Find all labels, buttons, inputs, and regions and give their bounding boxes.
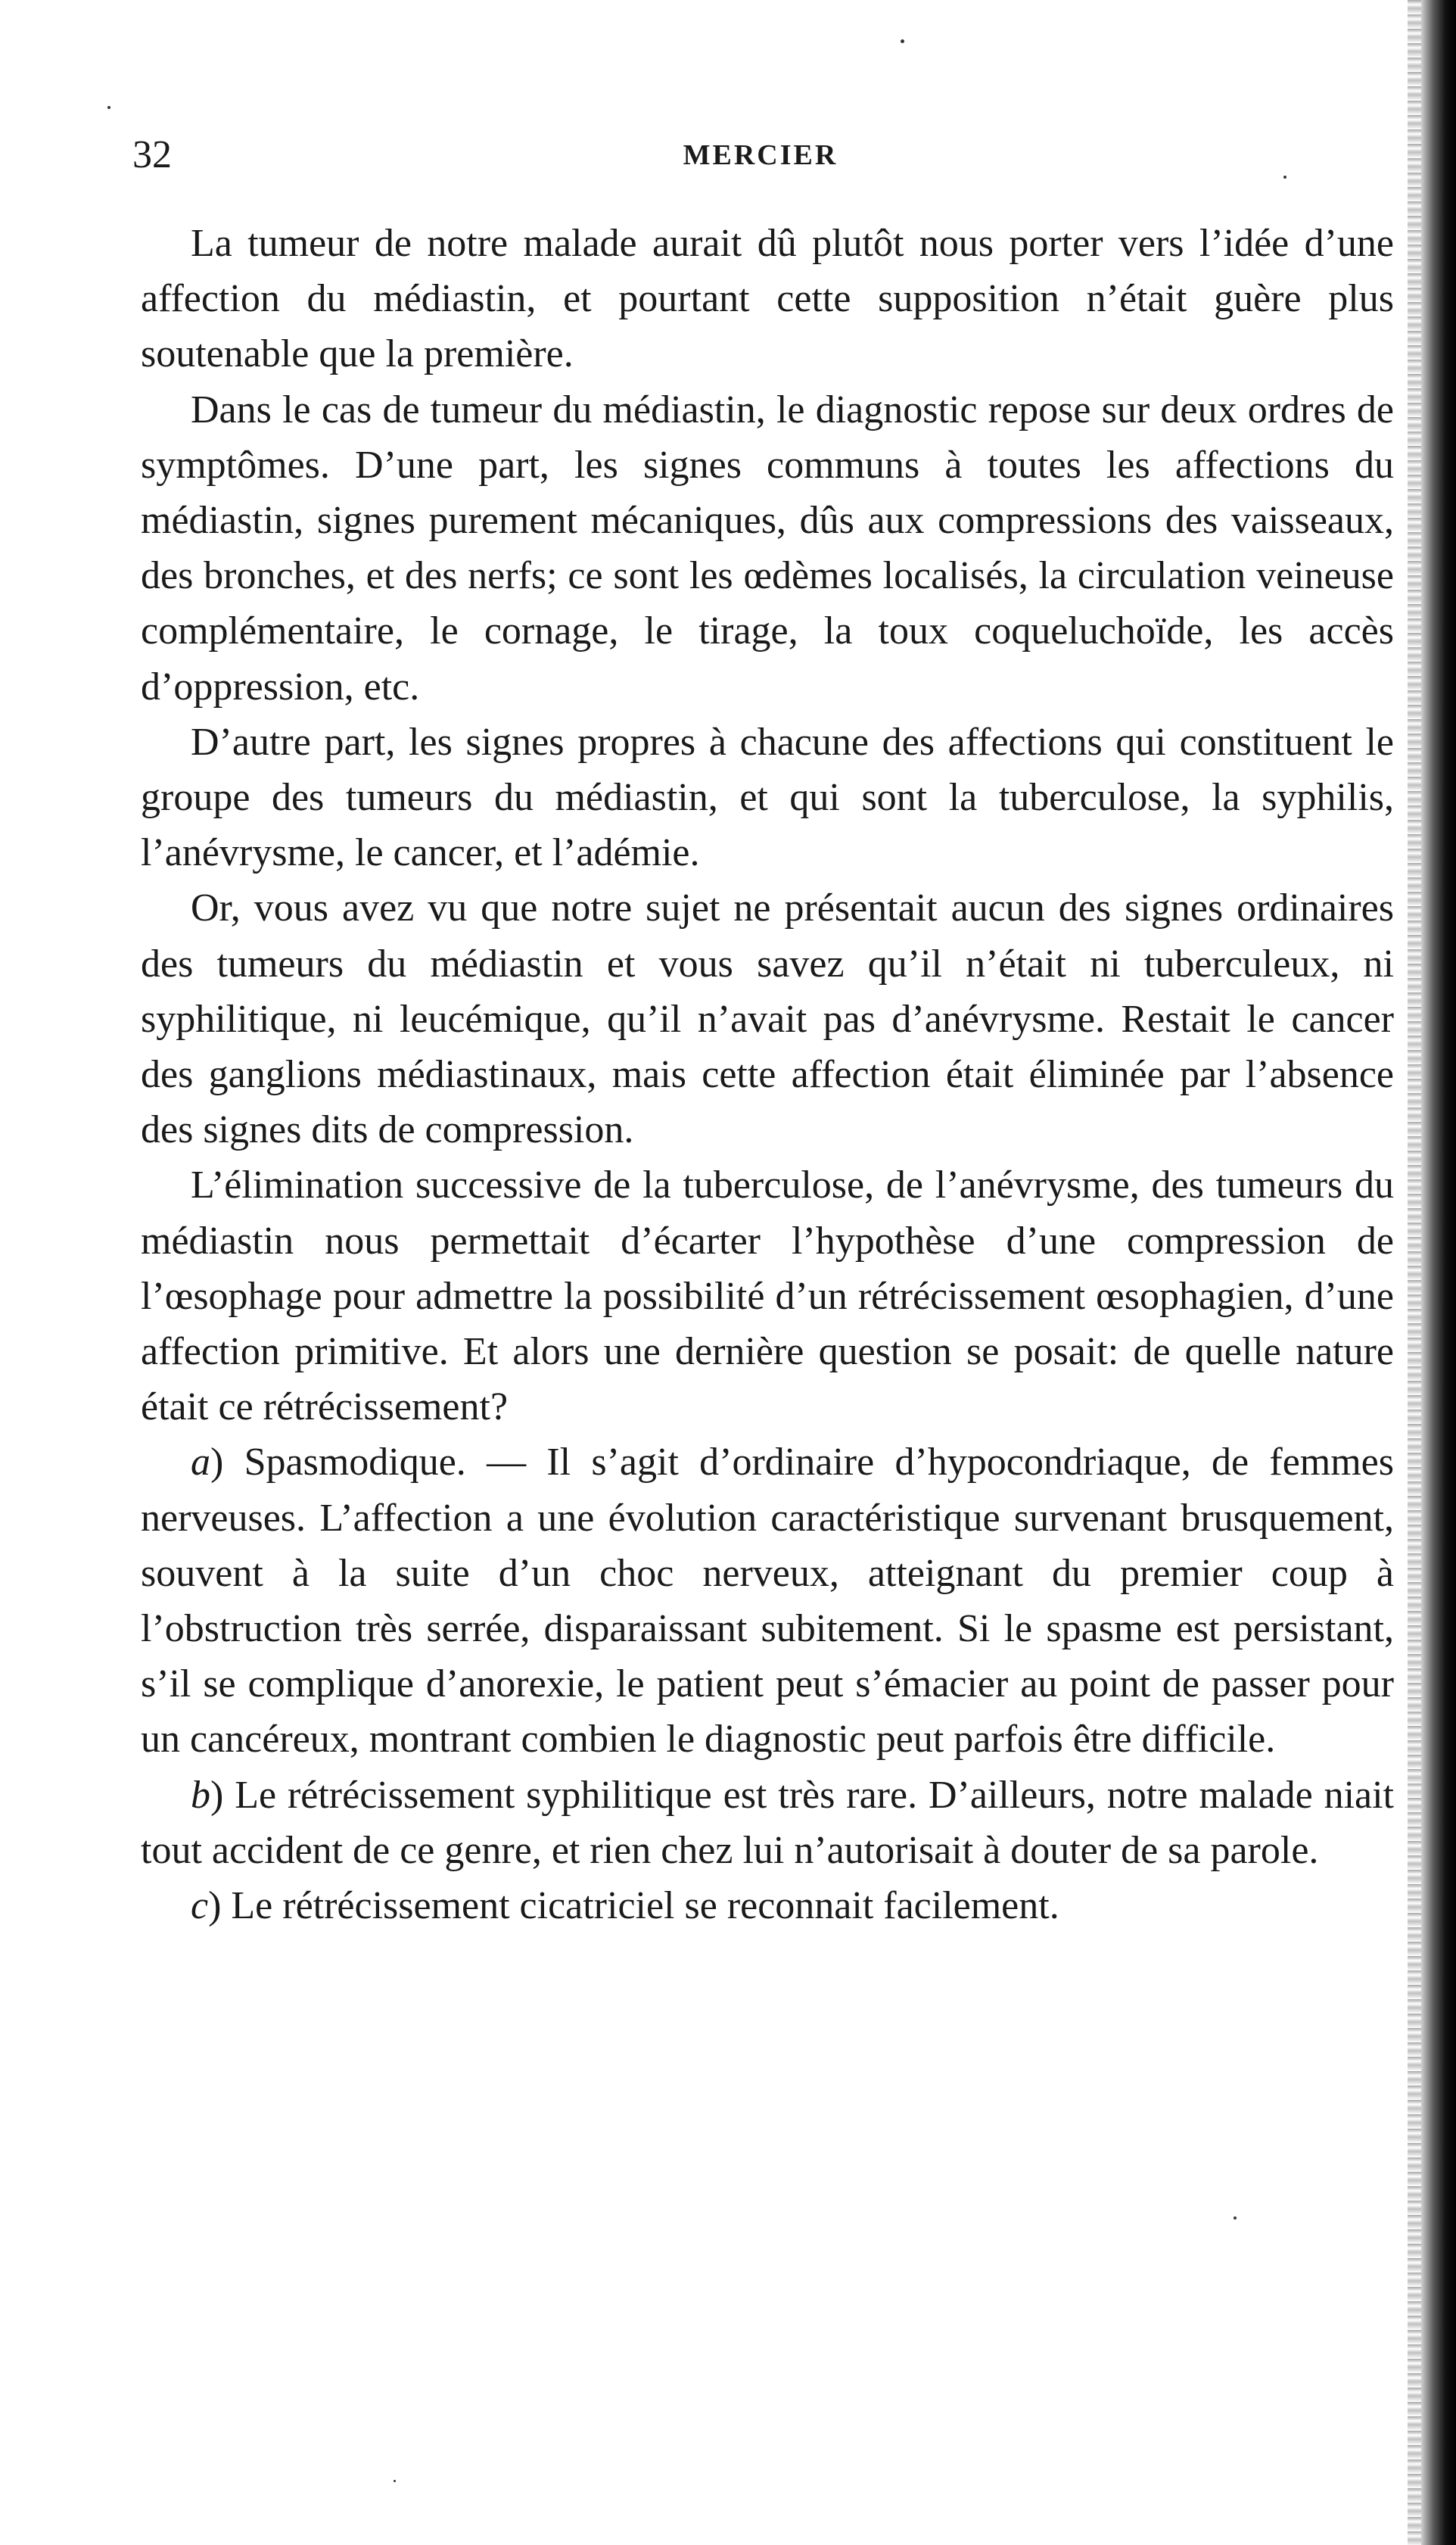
paragraph-text: ) Le rétrécissement syphilitique est très rare. D’ailleurs, notre malade niait tout accident de ce genre, et rien chez lui n’autorisait à douter de sa parole. [141, 1773, 1394, 1872]
paragraph [141, 880, 1394, 1157]
paragraph-text: ) Le rétrécissement cicatriciel se reconnait facilement. [208, 1884, 1059, 1928]
paragraph-item-c [141, 1878, 1394, 1933]
scan-speck [1283, 176, 1286, 179]
paragraph-item-b [141, 1768, 1394, 1878]
paragraph [141, 382, 1394, 715]
running-head: MERCIER [683, 139, 838, 171]
page-header [132, 129, 1389, 182]
paragraph-text: Dans le cas de tumeur du médiastin, le diagnostic repose sur deux ordres de symptômes. D’une part, les signes communs à toutes les affections du médiastin, signes purement mécaniques, dûs aux compressions des vaisseaux, des bronches, et des nerfs; ce sont les œdèmes localisés, la circulation veineuse complémentaire, le cornage, le tirage, la toux coqueluchoïde, les accès d’oppression, etc. [141, 388, 1394, 709]
paragraph [141, 1157, 1394, 1434]
scan-speck [901, 39, 904, 43]
paragraph-text: D’autre part, les signes propres à chacune des affections qui constituent le groupe des tumeurs du médiastin, et qui sont la tuberculose, la syphilis, l’anévrysme, le cancer, et l’adémie. [141, 720, 1394, 875]
paragraph [141, 715, 1394, 881]
body-text [141, 216, 1394, 1933]
paragraph-text: ) Spasmodique. — Il s’agit d’ordinaire d’hypocondriaque, de femmes nerveuses. L’affection a une évolution caractéristique survenant brusquement, souvent à la suite d’un choc nerveux, atteignant du premier coup à l’obstruction très serrée, disparaissant subitement. Si le spasme est persistant, s’il se complique d’anorexie, le patient peut s’émacier au point de passer pour un cancéreux, montrant combien le diagnostic peut parfois être difficile. [141, 1441, 1394, 1762]
paragraph-text: Or, vous avez vu que notre sujet ne présentait aucun des signes ordinaires des tumeurs du médiastin et vous savez qu’il n’était ni tuberculeux, ni syphilitique, ni leucémique, qu’il n’avait pas d’anévrysme. Restait le cancer des ganglions médiastinaux, mais cette affection était éliminée par l’absence des signes dits de compression. [141, 886, 1394, 1152]
scan-speck [1234, 2216, 1237, 2219]
page-edge-shadow [1421, 0, 1456, 2545]
scan-speck [394, 2480, 396, 2482]
paragraph-label: c [191, 1884, 209, 1928]
paragraph-text: L’élimination successive de la tuberculose, de l’anévrysme, des tumeurs du médiastin nous permettait d’écarter l’hypothèse d’une compression de l’œsophage pour admettre la possibilité d’un rétrécissement œsophagien, d’une affection primitive. Et alors une dernière question se posait: de quelle nature était ce rétrécissement? [141, 1163, 1394, 1429]
paragraph [141, 216, 1394, 382]
page-number: 32 [132, 133, 172, 176]
paragraph-label: b [191, 1773, 210, 1817]
paragraph-label: a [191, 1441, 210, 1484]
paragraph-item-a [141, 1434, 1394, 1767]
paragraph-text: La tumeur de notre malade aurait dû plutôt nous porter vers l’idée d’une affection du médiastin, et pourtant cette supposition n’était guère plus soutenable que la première. [141, 222, 1394, 376]
scan-speck [107, 106, 110, 109]
